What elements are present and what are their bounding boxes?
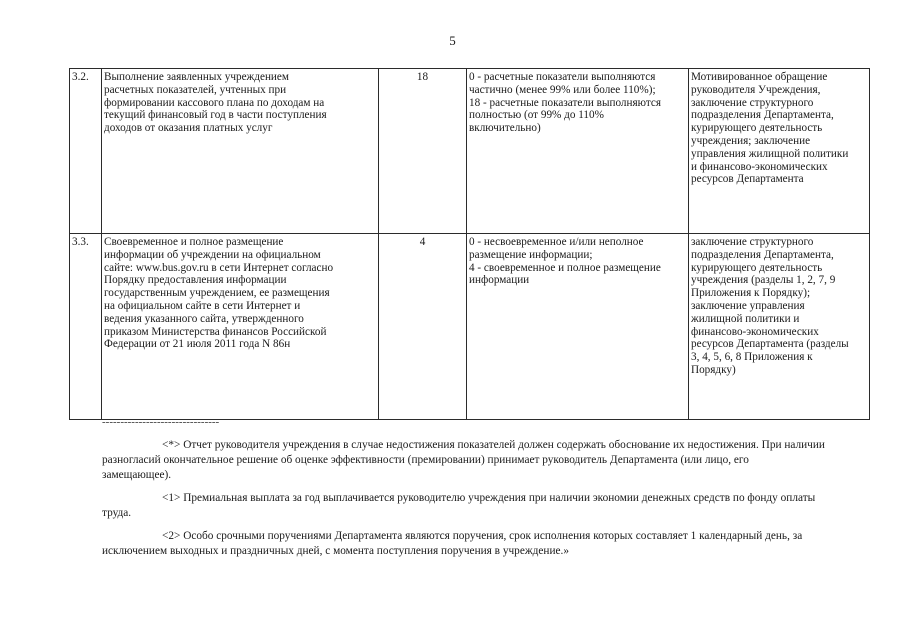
cell-line: ведения указанного сайта, утвержденного xyxy=(104,312,304,325)
indicator-description-cell xyxy=(102,234,379,420)
score-cell: 18 xyxy=(379,69,467,234)
footnote-line: <*> Отчет руководителя учреждения в случае недостижения показателей должен содержать обоснование их недостижения. При наличии xyxy=(162,439,825,451)
cell-line: Приложения к Порядку); xyxy=(691,287,811,300)
cell-line: 0 - расчетные показатели выполняются xyxy=(469,71,656,83)
cell-line: и финансово-экономических xyxy=(691,160,828,173)
footnote-line: замещающее). xyxy=(102,469,172,481)
table-row xyxy=(70,234,870,420)
cell-line: курирующего деятельность xyxy=(691,261,823,274)
supporting-documents-cell xyxy=(689,234,870,420)
footnote-line: разногласий окончательное решение об оценке эффективности (премировании) принимает руководитель Департамента (или лицо, его xyxy=(102,454,749,466)
cell-line: 3, 4, 5, 6, 8 Приложения к xyxy=(691,351,813,364)
cell-line: полностью (от 99% до 110% xyxy=(469,109,604,122)
cell-line: частично (менее 99% или более 110%); xyxy=(469,83,656,96)
score-cell: 4 xyxy=(379,234,467,420)
footnote-3 xyxy=(102,529,874,559)
cell-line: расчетных показателей, учтенных при xyxy=(104,83,287,96)
cell-line: руководителя Учреждения, xyxy=(691,83,821,96)
cell-line: на официальном сайте в сети Интернет и xyxy=(104,299,301,312)
table-row xyxy=(70,69,870,234)
scoring-conditions-cell xyxy=(467,234,689,420)
cell-line: государственным учреждением, ее размещения xyxy=(104,287,330,300)
cell-line: Мотивированное обращение xyxy=(691,71,828,83)
cell-line: ресурсов Департамента (разделы xyxy=(691,338,849,351)
cell-line: финансово-экономических xyxy=(691,325,819,338)
cell-line: учреждения (разделы 1, 2, 7, 9 xyxy=(691,274,836,287)
cell-line: информации xyxy=(469,274,530,287)
page-number: 5 xyxy=(449,33,456,48)
cell-line: ресурсов Департамента xyxy=(691,173,804,186)
cell-line: жилищной политики и xyxy=(691,312,800,325)
row-number-cell: 3.3. xyxy=(70,234,102,420)
cell-line: Порядку предоставления информации xyxy=(104,274,287,287)
cell-line: сайте: www.bus.gov.ru в сети Интернет согласно xyxy=(104,261,334,274)
cell-line: заключение структурного xyxy=(691,96,814,109)
cell-line: 18 - расчетные показатели выполняются xyxy=(469,96,661,109)
cell-line: формировании кассового плана по доходам на xyxy=(104,96,325,109)
cell-line: заключение структурного xyxy=(691,236,814,248)
indicator-description-cell xyxy=(102,69,379,234)
cell-line: подразделения Департамента, xyxy=(691,109,834,122)
footnote-2 xyxy=(102,491,874,521)
cell-line: Порядку) xyxy=(691,363,736,376)
cell-line: 4 - своевременное и полное размещение xyxy=(469,261,661,274)
cell-line: приказом Министерства финансов Российской xyxy=(104,325,327,338)
cell-line: курирующего деятельность xyxy=(691,122,823,135)
footnote-line: труда. xyxy=(102,507,132,519)
footnote-separator: -------------------------------- xyxy=(102,416,220,428)
cell-line: Выполнение заявленных учреждением xyxy=(104,71,289,83)
cell-line: учреждения; заключение xyxy=(691,134,811,147)
cell-line: размещение информации; xyxy=(469,248,593,261)
cell-line: заключение управления xyxy=(691,299,805,312)
supporting-documents-cell xyxy=(689,69,870,234)
cell-line: Федерации от 21 июля 2011 года N 86н xyxy=(104,338,291,351)
cell-line: управления жилищной политики xyxy=(691,147,849,160)
cell-line: Своевременное и полное размещение xyxy=(104,236,284,248)
criteria-table-body xyxy=(70,69,870,420)
cell-line: 0 - несвоевременное и/или неполное xyxy=(469,236,644,248)
footnote-1 xyxy=(102,438,874,483)
criteria-table xyxy=(69,68,870,420)
cell-line: доходов от оказания платных услуг xyxy=(104,122,273,135)
cell-line: подразделения Департамента, xyxy=(691,248,834,261)
cell-line: текущий финансовый год в части поступления xyxy=(104,109,327,122)
cell-line: информации об учреждении на официальном xyxy=(104,248,321,261)
scoring-conditions-cell xyxy=(467,69,689,234)
row-number-cell: 3.2. xyxy=(70,69,102,234)
footnote-line: <1> Премиальная выплата за год выплачивается руководителю учреждения при наличии экономии денежных средств по фонду оплаты xyxy=(162,492,816,504)
footnote-line: <2> Особо срочными поручениями Департамента являются поручения, срок исполнения которых составляет 1 календарный день, за xyxy=(162,530,803,542)
footnote-line: исключением выходных и праздничных дней, с момента поступления поручения в учреждение.» xyxy=(102,545,569,557)
cell-line: включительно) xyxy=(469,122,541,135)
